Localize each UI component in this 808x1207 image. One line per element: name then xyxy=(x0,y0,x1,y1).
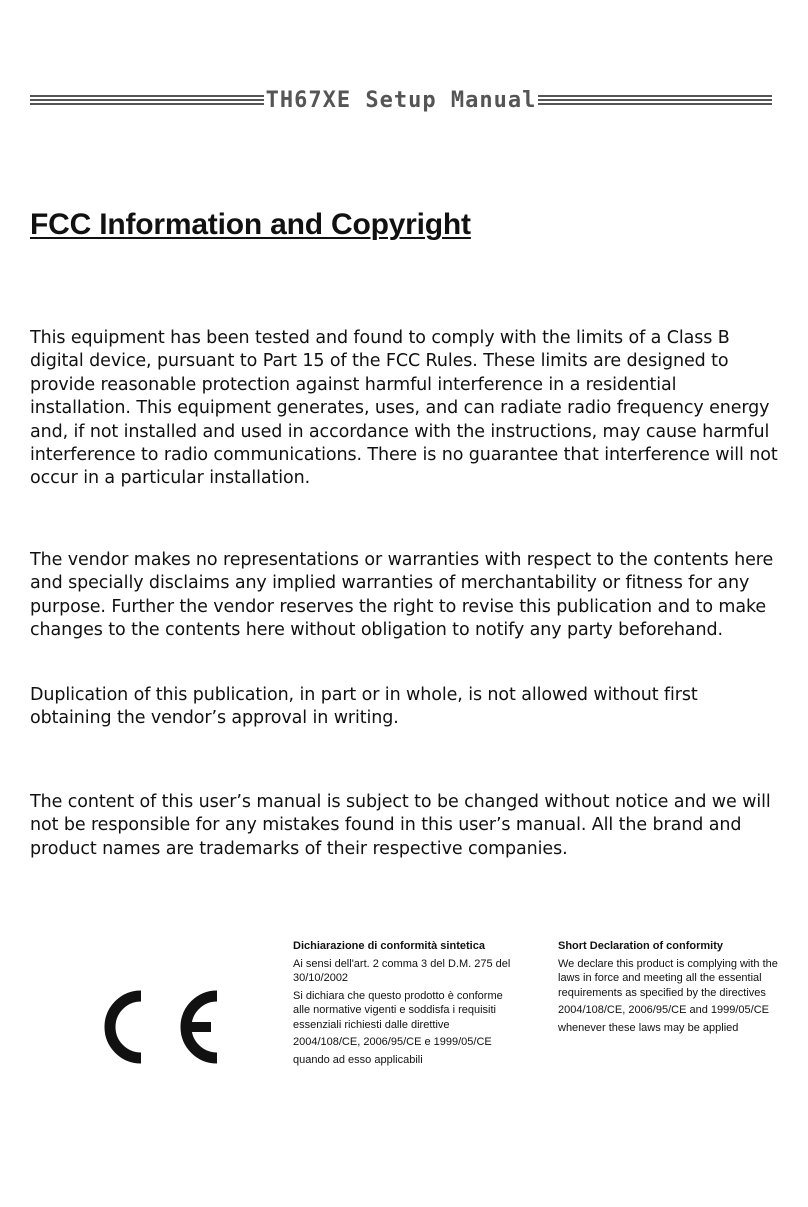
ce-mark-icon xyxy=(102,984,230,1070)
declaration-english xyxy=(558,939,783,1038)
declaration-line: 2004/108/CE, 2006/95/CE e 1999/05/CE xyxy=(293,1036,492,1048)
declaration-line: whenever these laws may be applied xyxy=(558,1021,739,1034)
declaration-line: Ai sensi dell'art. 2 comma 3 del D.M. 275 del 30/10/2002 xyxy=(293,957,511,984)
page-title: FCC Information and Copyright xyxy=(30,208,471,241)
header-rule-left xyxy=(30,95,264,106)
declaration-italian xyxy=(293,939,511,1070)
declaration-english-heading: Short Declaration of conformity xyxy=(558,940,724,952)
declaration-line: quando ad esso applicabili xyxy=(293,1053,423,1066)
fcc-paragraph: This equipment has been tested and found to comply with the limits of a Class B digital device, pursuant to Part 15 of the FCC Rules. These limits are designed to provide reasonable protection against harmful interference in a residential installation. This equipment generates, uses, and can radiate radio frequency energy and, if not installed and used in accordance with the instructions, may cause harmful interference to radio communications. There is no guarantee that interference will not occur in a particular installation. xyxy=(30,328,778,489)
declaration-italian-heading: Dichiarazione di conformità sintetica xyxy=(293,940,485,952)
header-rule-right xyxy=(538,95,772,106)
manual-title: TH67XE Setup Manual xyxy=(265,87,537,113)
warranty-paragraph: The vendor makes no representations or warranties with respect to the contents here and specially disclaims any implied warranties of merchantability or fitness for any purpose. Further the vendor reserves the right to revise this publication and to make changes to the contents here without obligation to notify any party beforehand. xyxy=(30,550,774,641)
duplication-paragraph: Duplication of this publication, in part or in whole, is not allowed without first obtaining the vendor’s approval in writing. xyxy=(30,685,698,729)
page-header xyxy=(30,86,772,114)
declaration-line: 2004/108/CE, 2006/95/CE and 1999/05/CE xyxy=(558,1004,769,1016)
declaration-line: Si dichiara che questo prodotto è conforme alle normative vigenti e soddisfa i requisiti essenziali richiesti dalle direttive xyxy=(293,989,503,1031)
trademark-paragraph: The content of this user’s manual is subject to be changed without notice and we will not be responsible for any mistakes found in this user’s manual. All the brand and product names are trademarks of their respective companies. xyxy=(30,792,771,859)
declaration-line: We declare this product is complying with the laws in force and meeting all the essential requirements as specified by the directives xyxy=(558,957,778,999)
